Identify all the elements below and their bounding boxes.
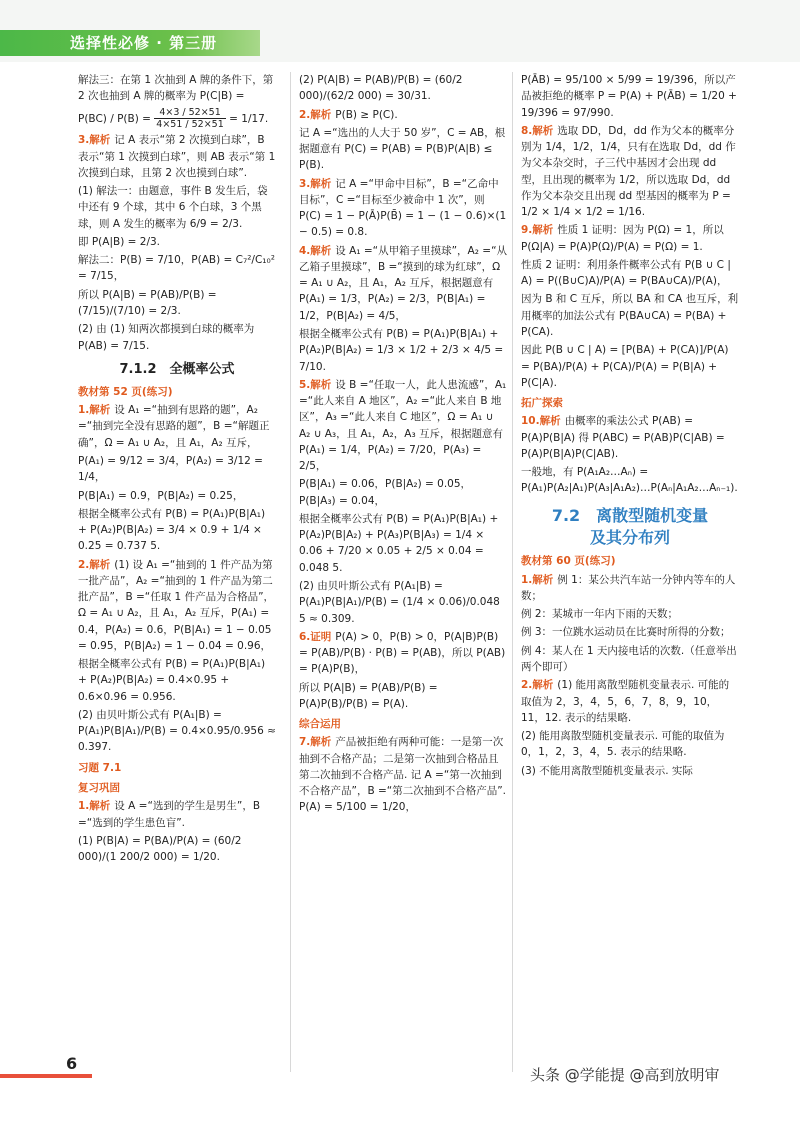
paragraph: 因为 B 和 C 互斥，所以 BA 和 CA 也互斥，利用概率的加法公式有 P(BA∪CA) = P(BA) + P(CA). bbox=[521, 293, 739, 338]
answer-tag: 5.解析 bbox=[299, 378, 332, 391]
chapter-title-line-1: 7.2 离散型随机变量 bbox=[551, 505, 709, 525]
paragraph: 即 P(A|B) = 2/3. bbox=[78, 235, 160, 248]
exercise-label: 习题 7.1 bbox=[78, 761, 122, 774]
section-title: 7.1.2 全概率公式 bbox=[119, 361, 235, 377]
answer-tag: 1.解析 bbox=[78, 800, 111, 813]
page-number-underline bbox=[0, 1074, 92, 1078]
answer-item bbox=[521, 572, 739, 605]
fraction bbox=[154, 107, 225, 131]
paragraph: 一般地，有 P(A₁A₂…Aₙ) = P(A₁)P(A₂|A₁)P(A₃|A₁A₂)…P(Aₙ|A₁A₂…Aₙ₋₁). bbox=[521, 466, 738, 495]
answer-text: 产品被拒绝有两种可能：一是第一次抽到不合格产品；二是第一次抽到合格品且第二次抽到不合格产品. 记 A =“第一次抽到不合格产品”，B =“第二次抽到不合格产品”. P(A) = 5/100 = 1/20， bbox=[299, 736, 506, 814]
answer-tag: 2.解析 bbox=[299, 108, 332, 121]
answer-text: 性质 1 证明：因为 P(Ω) = 1，所以 P(Ω|A) = P(A)P(Ω)/P(A) = P(Ω) = 1. bbox=[521, 224, 724, 253]
extension-label: 拓广探索 bbox=[521, 397, 563, 410]
answer-item bbox=[78, 557, 276, 655]
denominator: 4×51 / 52×51 bbox=[156, 118, 224, 130]
paragraph: 解法二：P(B) = 7/10，P(AB) = C₇²/C₁₀² = 7/15， bbox=[78, 254, 275, 283]
formula-result: = 1/17. bbox=[229, 112, 269, 125]
answer-text: (1) 能用离散型随机变量表示. 可能的取值为 2，3，4，5，6，7，8，9，10，11，12. 表示的结果略. bbox=[521, 679, 730, 724]
page-number: 6 bbox=[66, 1054, 78, 1073]
paragraph: (2) 由贝叶斯公式有 P(A₁|B) = P(A₁)P(B|A₁)/P(B) = (1/4 × 0.06)/0.048 5 ≈ 0.309. bbox=[299, 579, 500, 625]
chapter-title-line-2: 及其分布列 bbox=[589, 528, 670, 548]
column-1 bbox=[78, 72, 276, 1072]
paragraph: (1) 解法一：由题意，事件 B 发生后，袋中还有 9 个球，其中 6 个白球，3 个黑球，则 A 发生的概率为 6/9 = 2/3. bbox=[78, 185, 268, 230]
chapter-title bbox=[521, 505, 739, 550]
watermark: 头条 @学能提 @高到放明审 bbox=[530, 1066, 720, 1084]
answer-tag: 2.解析 bbox=[78, 558, 111, 571]
answer-item bbox=[521, 413, 739, 462]
numerator: 4×3 / 52×51 bbox=[154, 107, 225, 119]
review-label: 复习巩固 bbox=[78, 782, 120, 795]
answer-tag: 3.解析 bbox=[78, 134, 111, 147]
answer-tag: 8.解析 bbox=[521, 124, 554, 137]
column-3 bbox=[512, 72, 739, 1072]
paragraph: 根据全概率公式有 P(B) = P(A₁)P(B|A₁) + P(A₂)P(B|A₂) = 3/4 × 0.9 + 1/4 × 0.25 = 0.737 5. bbox=[78, 507, 266, 553]
paragraph: (2) 由 (1) 知两次都摸到白球的概率为 P(AB) = 7/15. bbox=[78, 323, 255, 352]
paragraph: 例 3：一位跳水运动员在比赛时所得的分数； bbox=[521, 626, 731, 639]
textbook-label: 教材第 60 页(练习) bbox=[521, 555, 616, 568]
answer-text: 记 A 表示“第 2 次摸到白球”，B 表示“第 1 次摸到白球”，则 AB 表示“第 1 次摸到白球，且第 2 次也摸到白球”. bbox=[78, 134, 276, 179]
answer-item bbox=[299, 243, 507, 324]
paragraph: 所以 P(A|B) = P(AB)/P(B) = P(A)P(B)/P(B) = P(A). bbox=[299, 681, 438, 710]
paragraph: (2) 由贝叶斯公式有 P(A₁|B) = P(A₁)P(B|A₁)/P(B) = 0.4×0.95/0.956 ≈ 0.397. bbox=[78, 708, 276, 754]
answer-text: (1) 设 A₁ =“抽到的 1 件产品为第一批产品”，A₂ =“抽到的 1 件产品为第二批产品”，B =“任取 1 件产品为合格品”，Ω = A₁ ∪ A₂，且 A₁，A₂ 互斥，P(A₁) = 0.4，P(A₂) = 0.6，P(B|A₁) = 1 − 0.05 = 0.95，P(B|A₂) = 1 − 0.04 = 0.96， bbox=[78, 558, 275, 652]
paragraph: 性质 2 证明：利用条件概率公式有 P(B ∪ C | A) = P((B∪C)A)/P(A) = P(BA∪CA)/P(A)， bbox=[521, 258, 731, 288]
answer-text: 设 A =“选到的学生是男生”，B =“选到的学生患色盲”. bbox=[78, 800, 261, 829]
answer-tag: 1.解析 bbox=[78, 404, 111, 417]
answer-item bbox=[521, 222, 739, 255]
formula-lhs: P(BC) / P(B) = bbox=[78, 112, 151, 125]
answer-item bbox=[521, 677, 739, 726]
answer-item bbox=[521, 123, 739, 221]
paragraph: 根据全概率公式有 P(B) = P(A₁)P(B|A₁) + P(A₂)P(B|A₂) = 1/3 × 1/2 + 2/3 × 4/5 = 7/10. bbox=[299, 327, 504, 373]
answer-text: 由概率的乘法公式 P(AB) = P(A)P(B|A) 得 P(ABC) = P(AB)P(C|AB) = P(A)P(B|A)P(C|AB). bbox=[521, 415, 725, 460]
paragraph: 根据全概率公式有 P(B) = P(A₁)P(B|A₁) + P(A₂)P(B|A₂) + P(A₃)P(B|A₃) = 1/4 × 0.06 + 7/20 × 0.05 + 2/5 × 0.04 = 0.048 5. bbox=[299, 512, 499, 574]
paragraph: 例 4：某人在 1 天内接电话的次数.（任意举出两个即可） bbox=[521, 644, 737, 674]
answer-tag: 3.解析 bbox=[299, 177, 332, 190]
paragraph: P(ĀB) = 95/100 × 5/99 = 19/396，所以产品被拒绝的概率 P = P(A) + P(ĀB) = 1/20 + 19/396 = 97/990. bbox=[521, 74, 737, 119]
answer-tag: 6.证明 bbox=[299, 630, 332, 643]
answer-item bbox=[299, 377, 507, 475]
book-title: 选择性必修 · 第三册 bbox=[70, 34, 218, 52]
answer-tag: 1.解析 bbox=[521, 573, 554, 586]
answer-text: 记 A =“甲命中目标”，B =“乙命中目标”，C =“目标至少被命中 1 次”，则 P(C) = 1 − P(Ā)P(B̄) = 1 − (1 − 0.6)×(1 − 0.5) = 0.8. bbox=[299, 177, 507, 239]
paragraph: 因此 P(B ∪ C | A) = [P(BA) + P(CA)]/P(A) = P(BA)/P(A) + P(CA)/P(A) = P(B|A) + P(C|A). bbox=[521, 344, 729, 389]
answer-item bbox=[299, 107, 507, 123]
answer-text: 设 B =“任取一人，此人患流感”，A₁ =“此人来自 A 地区”，A₂ =“此人来自 B 地区”，A₃ =“此人来自 C 地区”，Ω = A₁ ∪ A₂ ∪ A₃，且 A₁，A₂，A₃ 互斥，根据题意有 P(A₁) = 1/4，P(A₂) = 7/20，P(A₃) = 2/5， bbox=[299, 378, 507, 473]
answer-tag: 10.解析 bbox=[521, 415, 561, 428]
paragraph: (1) P(B|A) = P(BA)/P(A) = (60/2 000)/(1 200/2 000) = 1/20. bbox=[78, 834, 242, 864]
paragraph: P(A₁) = 9/12 = 3/4，P(A₂) = 3/12 = 1/4， bbox=[78, 454, 263, 484]
answer-item bbox=[299, 734, 507, 815]
paragraph: (2) 能用离散型随机变量表示. 可能的取值为 0，1，2，3，4，5. 表示的结果略. bbox=[521, 730, 725, 759]
answer-text: 设 A₁ =“抽到有思路的题”，A₂ =“抽到完全没有思路的题”，B =“解题正确”，Ω = A₁ ∪ A₂，且 A₁，A₂ 互斥， bbox=[78, 404, 270, 449]
column-2 bbox=[290, 72, 507, 1072]
paragraph: 根据全概率公式有 P(B) = P(A₁)P(B|A₁) + P(A₂)P(B|A₂) = 0.4×0.95 + 0.6×0.96 = 0.956. bbox=[78, 658, 266, 703]
answer-tag: 9.解析 bbox=[521, 224, 554, 237]
answer-item bbox=[78, 402, 276, 451]
paragraph: 所以 P(A|B) = P(AB)/P(B) = (7/15)/(7/10) = 2/3. bbox=[78, 288, 217, 317]
paragraph: 解法三：在第 1 次抽到 A 牌的条件下，第 2 次也抽到 A 牌的概率为 P(C|B) = bbox=[78, 74, 274, 103]
paragraph: 记 A =“选出的人大于 50 岁”，C = AB，根据题意有 P(C) = P(AB) = P(B)P(A|B) ≤ P(B). bbox=[299, 126, 506, 172]
answer-item bbox=[78, 132, 276, 181]
paragraph: (3) 不能用离散型随机变量表示. 实际 bbox=[521, 764, 693, 777]
formula bbox=[78, 107, 276, 131]
paragraph: (2) P(A|B) = P(AB)/P(B) = (60/2 000)/(62/2 000) = 30/31. bbox=[299, 74, 463, 103]
answer-text: P(A) > 0，P(B) > 0，P(A|B)P(B) = P(AB)/P(B) · P(B) = P(AB)，所以 P(AB) = P(A)P(B)， bbox=[299, 630, 506, 676]
answer-tag: 7.解析 bbox=[299, 736, 332, 749]
answer-item bbox=[78, 798, 276, 831]
textbook-label: 教材第 52 页(练习) bbox=[78, 385, 173, 398]
answer-tag: 2.解析 bbox=[521, 679, 554, 692]
answer-text: 选取 DD，Dd，dd 作为父本的概率分别为 1/4，1/2，1/4，只有在选取 Dd，dd 作为父本杂交时，子三代中基因才会出现 dd 型，且出现的概率为 1/2，所以选取 Dd，dd 作为父本杂交且出现 dd 型基因的概率为 P = 1/2 × 1/4 × 1/2 = 1/16. bbox=[521, 124, 736, 219]
comprehensive-label: 综合运用 bbox=[299, 718, 341, 731]
answer-item bbox=[299, 629, 507, 678]
paragraph: 例 2：某城市一年内下雨的天数； bbox=[521, 608, 679, 621]
answer-text: P(B) ≥ P(C). bbox=[335, 108, 398, 121]
answer-tag: 4.解析 bbox=[299, 244, 332, 257]
paragraph: P(B|A₁) = 0.06，P(B|A₂) = 0.05，P(B|A₃) = 0.04， bbox=[299, 478, 472, 507]
answer-item bbox=[299, 176, 507, 241]
paragraph: P(B|A₁) = 0.9，P(B|A₂) = 0.25， bbox=[78, 489, 244, 502]
answer-text: 例 1：某公共汽车站一分钟内等车的人数； bbox=[521, 573, 736, 602]
answer-text: 设 A₁ =“从甲箱子里摸球”，A₂ =“从乙箱子里摸球”，B =“摸到的球为红球”，Ω = A₁ ∪ A₂，且 A₁，A₂ 互斥，根据题意有 P(A₁) = 1/3，P(A₂) = 2/3，P(B|A₁) = 1/2，P(B|A₂) = 4/5， bbox=[299, 244, 507, 322]
